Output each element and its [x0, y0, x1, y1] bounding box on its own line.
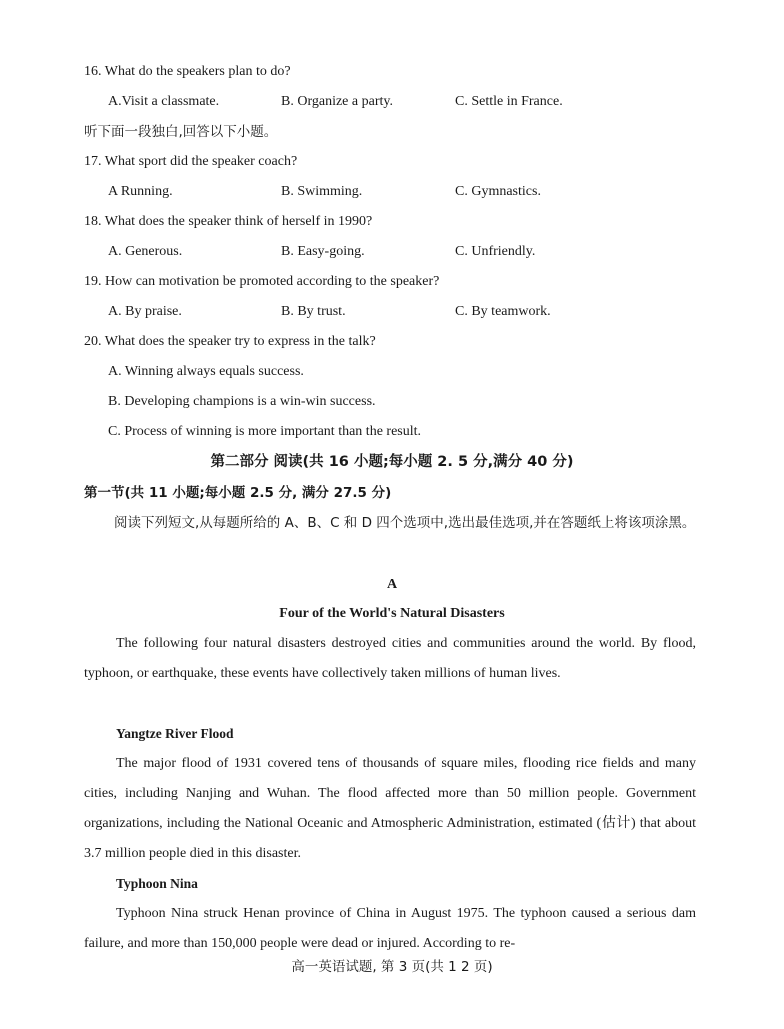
listening-instruction: 听下面一段独白,回答以下小题。	[84, 124, 278, 140]
question-17-option-b: B. Swimming.	[281, 184, 363, 199]
question-16: 16. What do the speakers plan to do?	[84, 64, 291, 79]
question-19-option-a: A. By praise.	[108, 304, 182, 319]
paragraph-yangtze-river-flood: The major flood of 1931 covered tens of thousands of square miles, flooding rice fields and many cities, including Nanjing and Wuhan. The flood affected more than 50 million people. Government organizations, including the National Oceanic and Atmospheric Administration, estimated (估计) that about 3.7 million people died in this disaster.	[84, 756, 696, 861]
question-20-option-c: C. Process of winning is more important than the result.	[108, 424, 422, 439]
question-16-option-a: A.Visit a classmate.	[108, 94, 220, 109]
question-20: 20. What does the speaker try to express in the talk?	[84, 334, 376, 349]
question-16-option-b: B. Organize a party.	[281, 94, 393, 109]
question-19-option-b: B. By trust.	[281, 304, 346, 319]
question-18: 18. What does the speaker think of herself in 1990?	[84, 214, 373, 229]
question-17: 17. What sport did the speaker coach?	[84, 154, 298, 169]
passage-title: Four of the World's Natural Disasters	[279, 606, 505, 621]
question-18-option-a: A. Generous.	[108, 244, 183, 259]
question-18-option-c: C. Unfriendly.	[455, 244, 536, 259]
heading-yangtze-river-flood: Yangtze River Flood	[116, 726, 234, 741]
question-17-option-c: C. Gymnastics.	[455, 184, 541, 199]
question-17-option-a: A Running.	[108, 184, 173, 199]
passage-label: A	[386, 577, 398, 592]
question-18-option-b: B. Easy-going.	[281, 244, 365, 259]
page-footer: 高一英语试题, 第 3 页(共 1 2 页)	[291, 959, 493, 975]
question-20-option-a: A. Winning always equals success.	[108, 364, 304, 379]
part-two-title: 第二部分 阅读(共 16 小题;每小题 2. 5 分,满分 40 分)	[210, 454, 574, 470]
heading-typhoon-nina: Typhoon Nina	[116, 876, 198, 891]
reading-instruction: 阅读下列短文,从每题所给的 A、B、C 和 D 四个选项中,选出最佳选项,并在答题纸上将该项涂黑。	[114, 515, 696, 531]
question-20-option-b: B. Developing champions is a win-win success.	[108, 394, 376, 409]
question-16-option-c: C. Settle in France.	[455, 94, 563, 109]
question-19: 19. How can motivation be promoted according to the speaker?	[84, 274, 440, 289]
passage-intro: The following four natural disasters destroyed cities and communities around the world. By flood, typhoon, or earthquake, these events have collectively taken millions of human lives.	[84, 636, 696, 681]
section-one-title: 第一节(共 11 小题;每小题 2.5 分, 满分 27.5 分)	[84, 485, 392, 501]
paragraph-typhoon-nina: Typhoon Nina struck Henan province of China in August 1975. The typhoon caused a serious dam failure, and more than 150,000 people were dead or injured. According to re-	[84, 906, 696, 951]
question-19-option-c: C. By teamwork.	[455, 304, 551, 319]
